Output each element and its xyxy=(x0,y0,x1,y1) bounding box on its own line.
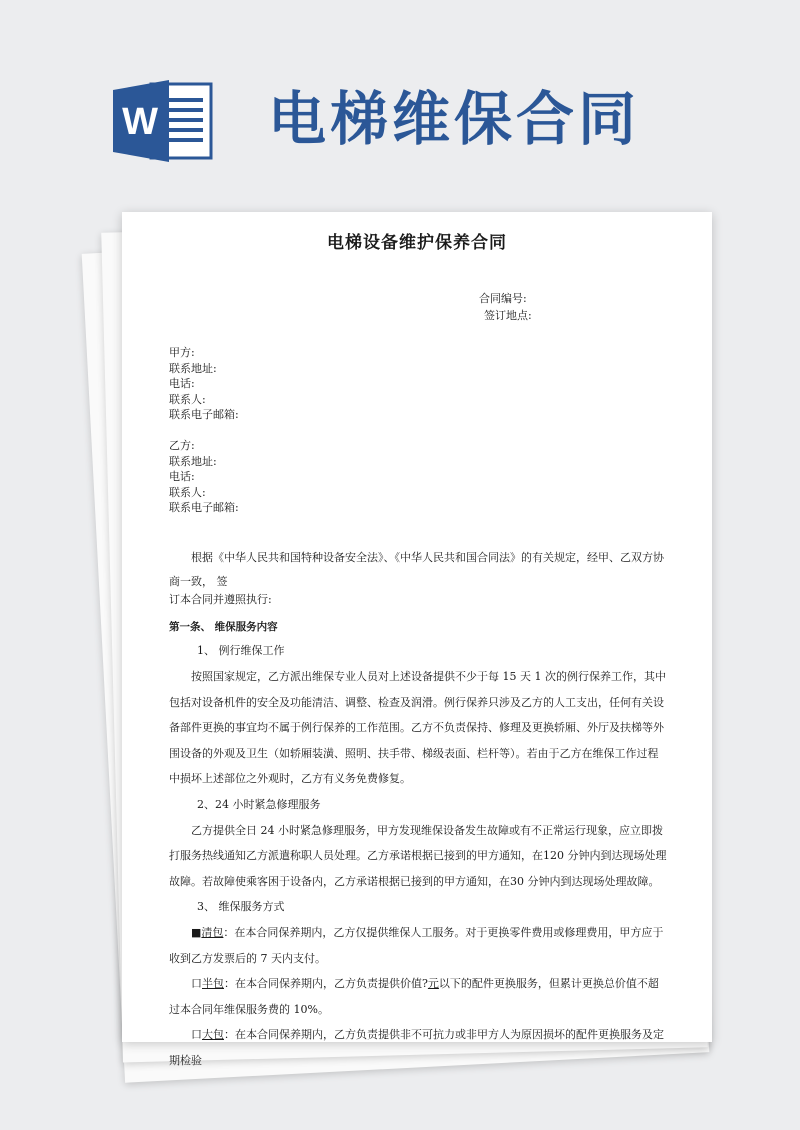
document-title: 电梯设备维护保养合同 xyxy=(327,233,507,253)
item-2-text: 乙方提供全日 24 小时紧急修理服务，甲方发现维保设备发生故障或有不正常运行现象，应立即拨打服务热线通知乙方派遣称职人员处理。乙方承诺根据已接到的甲方通知，在120 分钟内到达现场处理故障。若故障使乘客困于设备内，乙方承诺根据已接到的甲方通知，在30 分钟内到达现场处理故障。 xyxy=(169,823,667,888)
party-b-email: 联系电子邮箱: xyxy=(169,501,239,514)
word-icon xyxy=(113,80,213,162)
party-b-name: 乙方: xyxy=(169,439,195,452)
intro-line-2: 订本合同并遵照执行: xyxy=(169,593,272,606)
option-1-text: ：在本合同保养期内，乙方仅提供维保人工服务。对于更换零件费用或修理费用，甲方应于收到乙方发票后的 7 天内支付。 xyxy=(169,926,664,965)
option-checkbox-checked[interactable]: ■ xyxy=(191,926,202,939)
party-a-address: 联系地址: xyxy=(169,361,217,375)
header-banner xyxy=(0,0,800,210)
party-a-name: 甲方: xyxy=(169,346,195,359)
item-2-title: 2、24 小时紧急修理服务 xyxy=(197,797,321,811)
contract-meta xyxy=(479,290,532,324)
party-a-phone: 电话: xyxy=(169,377,195,390)
option-2-unit: 元 xyxy=(427,977,439,990)
party-a-email: 联系电子邮箱: xyxy=(169,408,239,421)
party-b-phone: 电话: xyxy=(169,470,195,483)
option-checkbox[interactable]: 口 xyxy=(191,1028,202,1041)
document-page xyxy=(122,212,712,1067)
option-checkbox[interactable]: 口 xyxy=(191,977,202,990)
option-3-name: 大包 xyxy=(202,1028,224,1041)
sign-place-label: 签订地点: xyxy=(484,309,532,322)
item-3-title: 3、 维保服务方式 xyxy=(197,900,285,913)
contract-number-label: 合同编号: xyxy=(479,292,527,305)
party-a-contact: 联系人: xyxy=(169,392,206,406)
item-1-text: 按照国家规定，乙方派出维保专业人员对上述设备提供不少于每 15 天 1 次的例行保养工作，其中包括对设备机件的安全及功能清洁、调整、检查及润滑。例行保养只涉及乙方的人工支出，任何有关设备部件更换的事宜均不属于例行保养的工作范围。乙方不负责保持、修理及更换轿厢、外厅及扶梯等外围设备的外观及卫生（如轿厢装潢、照明、扶手带、梯级表面、栏杆等）。若由于乙方在维保工作过程中损坏上述部位之外观时，乙方有义务免费修复。 xyxy=(169,670,666,785)
page-heading: 电梯维保合同 xyxy=(268,85,641,153)
word-logo-letter: W xyxy=(122,101,158,143)
party-a-block xyxy=(169,345,239,423)
option-2-text-a: ：在本合同保养期内，乙方负责提供价值? xyxy=(224,977,428,990)
option-half xyxy=(169,971,669,1022)
party-b-block xyxy=(169,438,239,516)
article-1-title: 第一条、 维保服务内容 xyxy=(169,621,278,633)
option-full xyxy=(169,1022,669,1073)
contract-body xyxy=(169,546,669,1073)
party-b-contact: 联系人: xyxy=(169,485,206,499)
option-3-text: ：在本合同保养期内，乙方负责提供非不可抗力或非甲方人为原因损坏的配件更换服务及定期检验 xyxy=(169,1028,664,1067)
party-b-address: 联系地址: xyxy=(169,454,217,468)
option-full-labor xyxy=(169,920,669,971)
option-2-text-c: 以下的配件更换服务，但累计更换总价值不超过本合同年维保服务费的 10%。 xyxy=(169,977,659,1016)
option-1-name: 清包 xyxy=(201,926,224,939)
item-1-title: 1、 例行维保工作 xyxy=(197,644,285,657)
intro-line-1: 根据《中华人民共和国特种设备安全法》、《中华人民共和国合同法》的有关规定，经甲、乙双方协商一致， 签 xyxy=(169,551,664,588)
option-2-name: 半包 xyxy=(202,977,224,990)
